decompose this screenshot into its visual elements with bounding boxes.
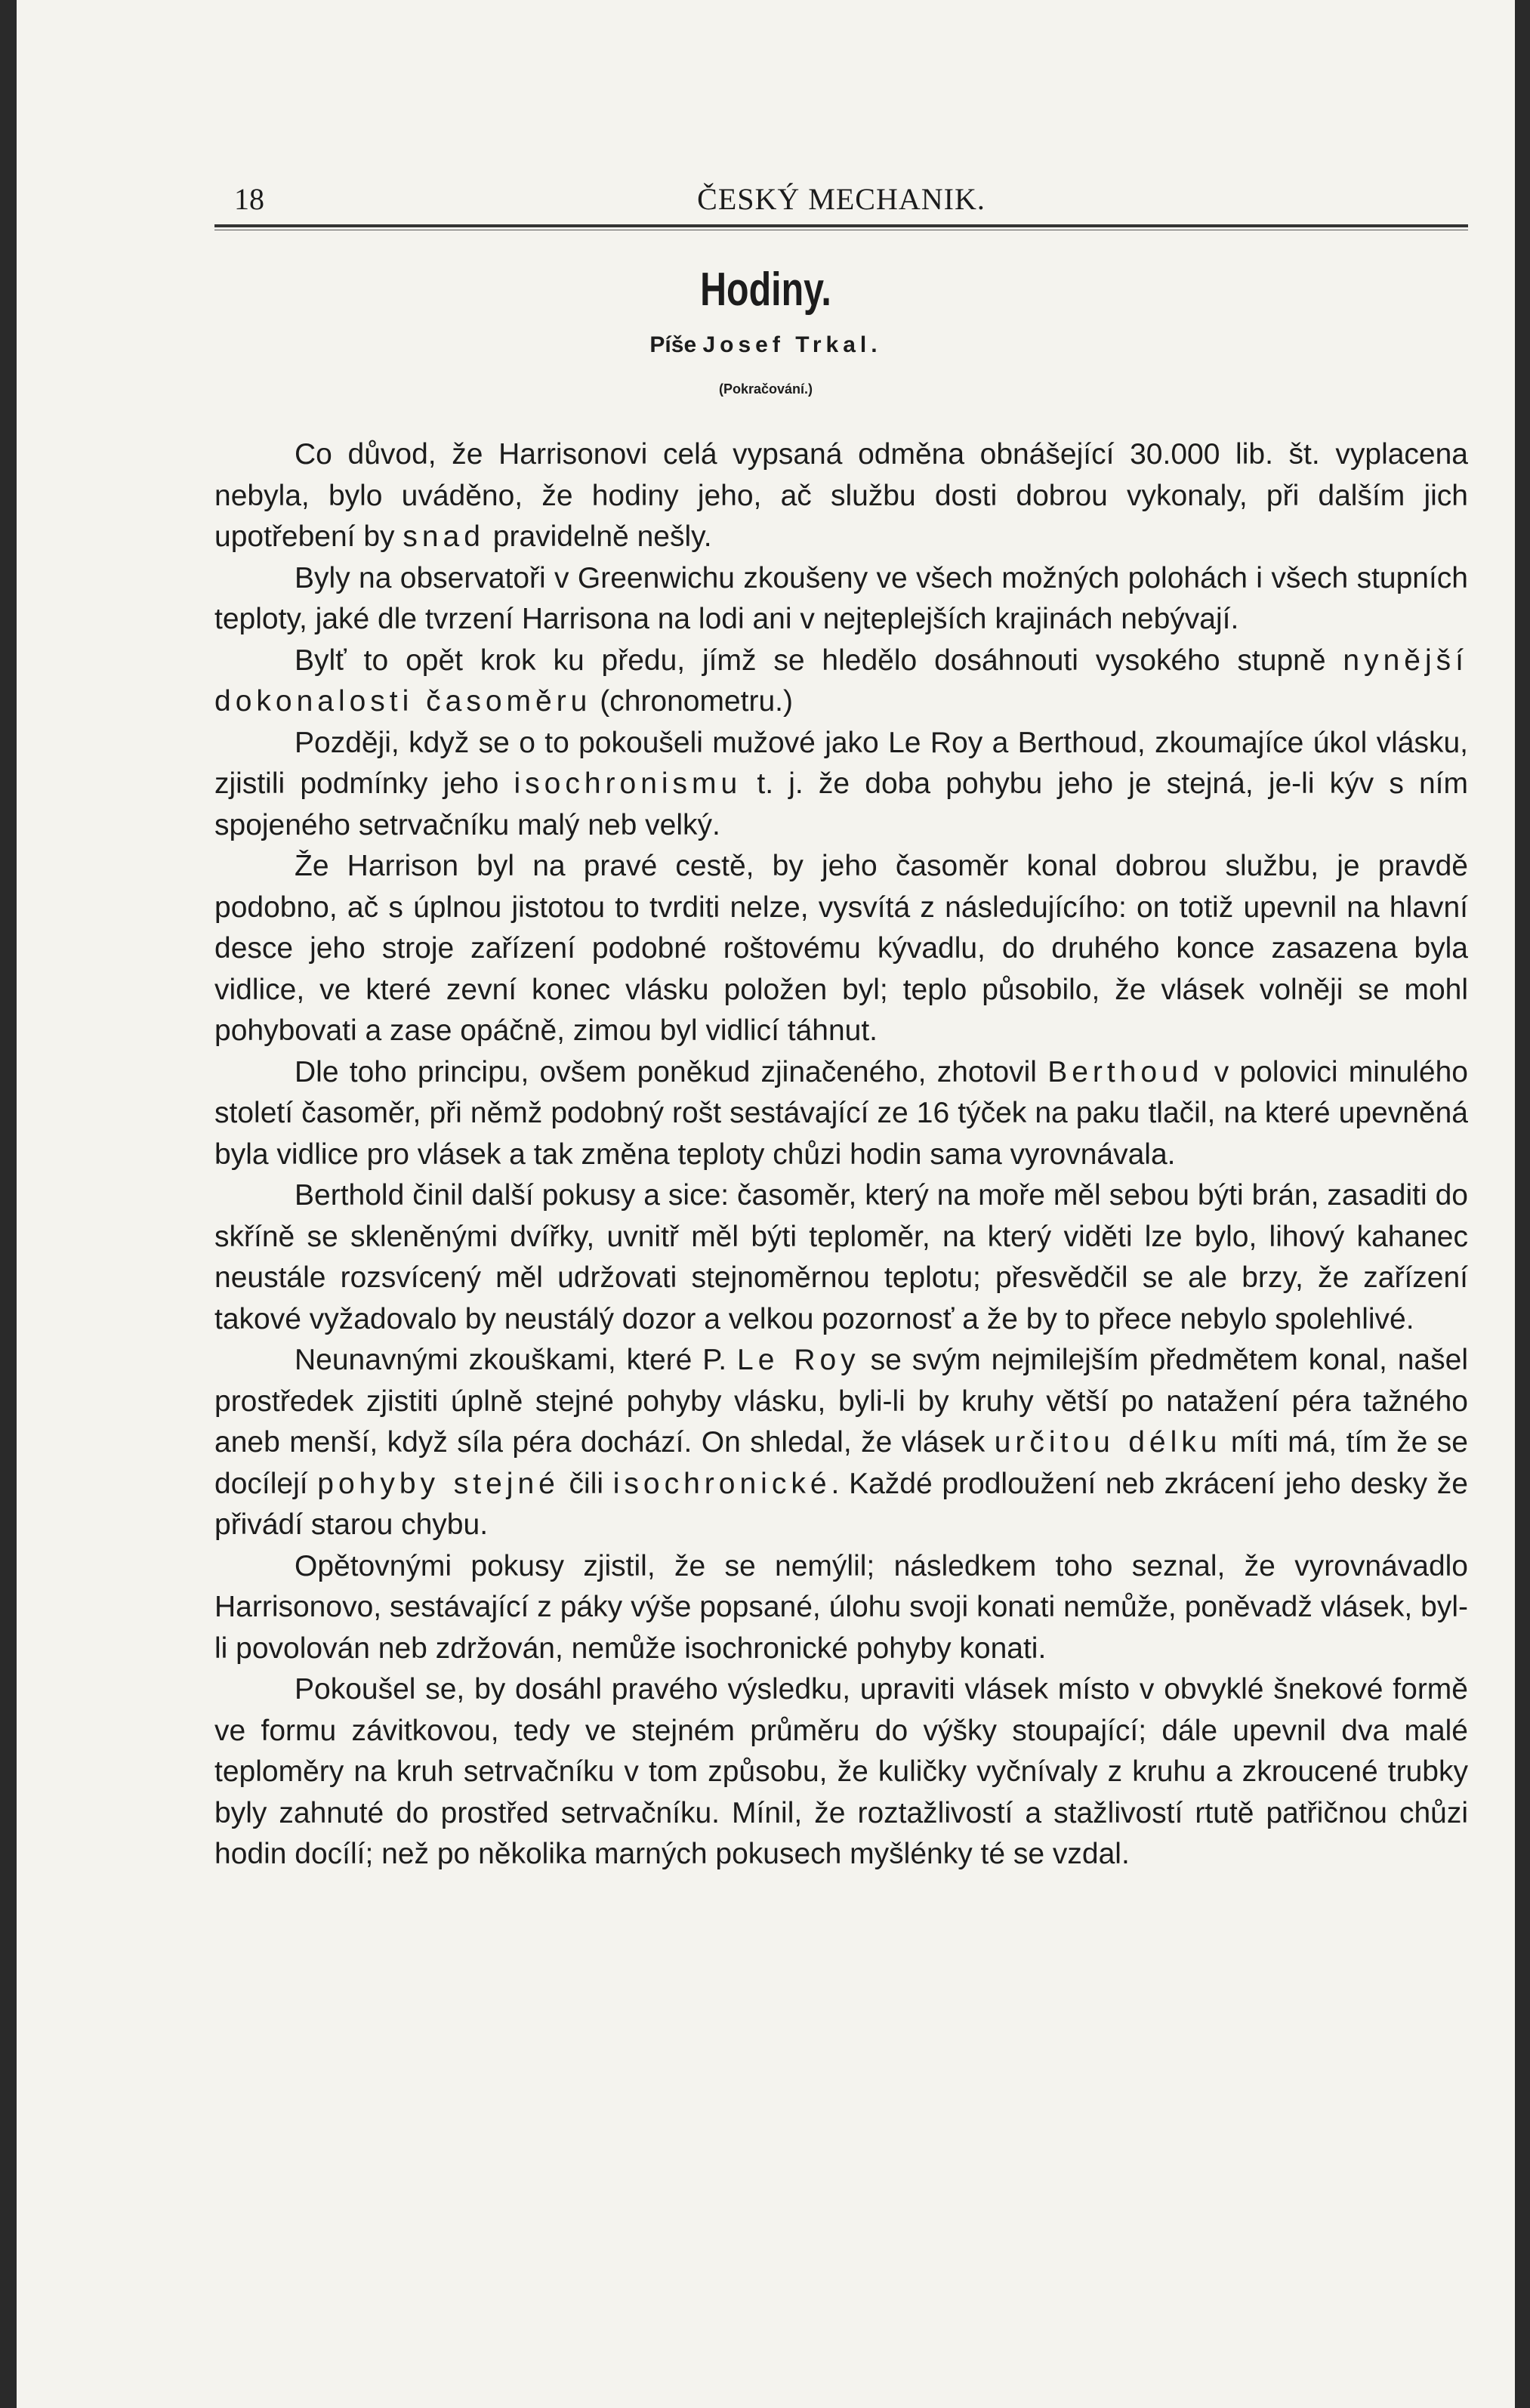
text-run: Později, když se o to pokoušeli mužové jako Le Roy a Berthoud, zkoumajíce úkol vlásku, zjistili podmínky jeho xyxy=(214,726,1468,800)
byline-prefix: Píše xyxy=(649,332,703,357)
paragraph xyxy=(214,558,1468,641)
spaced-emphasis: snad xyxy=(403,520,485,553)
text-run: Bylť to opět krok ku předu, jímž se hledělo dosáhnouti vysokého stupně xyxy=(295,644,1343,677)
text-run: se svým nejmilejším předmětem konal, našel prostředek zjistiti úplně stejné pohyby vlásku, byli-li by kruhy větší po natažení péra tažného aneb menší, když síla péra dochází. On shledal, že vlásek xyxy=(214,1344,1468,1459)
text-run: Berthold činil další pokusy a sice: časoměr, který na moře měl sebou býti brán, zasaditi do skříně se skleněnými dvířky, uvnitř měl býti teploměr, na který viděti lze bylo, lihový kahanec neustále rozsvícený měl udržovati stejnoměrnou teplotu; přesvědčil se ale brzy, že zařízení takové vyžadovalo by neustálý dozor a velkou pozornosť a že by to přece nebylo spolehlivé. xyxy=(214,1179,1468,1335)
author-name: Josef Trkal. xyxy=(702,332,882,357)
paragraph xyxy=(214,1175,1468,1340)
journal-title: ČESKÝ MECHANIK. xyxy=(697,182,986,216)
spaced-emphasis: nynější dokonalosti časoměru xyxy=(214,644,1468,718)
paragraph xyxy=(214,846,1468,1052)
text-run: míti má, tím že se docílejí xyxy=(214,1426,1468,1500)
paragraph xyxy=(214,641,1468,723)
spaced-emphasis: určitou délku xyxy=(994,1426,1222,1459)
spaced-emphasis: pohyby stejné xyxy=(317,1467,560,1500)
paragraph xyxy=(214,723,1468,847)
continuation-note: (Pokračování.) xyxy=(718,381,813,397)
text-run: Co důvod, že Harrisonovi celá vypsaná odměna obnášející 30.000 lib. št. vyplacena nebyla, bylo uváděno, že hodiny jeho, ač službu dosti dobrou vykonaly, při dalším jich upotřebení by xyxy=(214,438,1468,553)
header-rule xyxy=(214,224,1468,230)
byline xyxy=(17,332,1515,358)
text-run: . Každé prodloužení neb zkrácení jeho desky že přivádí starou chybu. xyxy=(214,1467,1468,1541)
spaced-emphasis: Le Roy xyxy=(737,1344,860,1376)
text-run: Že Harrison byl na pravé cestě, by jeho časoměr konal dobrou službu, je pravdě podobno, ač s úplnou jistotou to tvrditi nelze, vysvítá z následujícího: on totiž upevnil na hlavní desce jeho stroje zařízení podobné roštovému kývadlu, do druhého konce zasazena byla vidlice, ve které zevní konec vlásku položen byl; teplo působilo, že vlásek volněji se mohl pohybovati a zase opáčně, zimou byl vidlicí táhnut. xyxy=(214,850,1468,1047)
article-body xyxy=(214,434,1468,1875)
text-run: Neunavnými zkouškami, které P. xyxy=(295,1344,738,1376)
text-run: (chronometru.) xyxy=(591,685,793,718)
page-number: 18 xyxy=(234,182,264,216)
text-run: t. j. že doba pohybu jeho je stejná, je-li kýv s ním spojeného setrvačníku malý neb velký. xyxy=(214,767,1468,841)
text-run: čili xyxy=(559,1467,613,1500)
text-run: Pokoušel se, by dosáhl pravého výsledku, upraviti vlásek místo v obvyklé šnekové formě ve formu závitkovou, tedy ve stejném průměru do výšky stoupající; dále upevnil dva malé teploměry na kruh setrvačníku v tom způsobu, že kuličky vyčnívaly z kruhu a zkroucené trubky byly zahnuté do prostřed setrvačníku. Mínil, že roztažlivostí a stažlivostí rtutě patřičnou chůzi hodin docílí; než po několika marných pokusech myšlénky té se vzdal. xyxy=(214,1673,1468,1870)
spaced-emphasis: Berthoud xyxy=(1047,1055,1204,1088)
text-run: Dle toho principu, ovšem poněkud zjinačeného, zhotovil xyxy=(295,1055,1048,1088)
text-run: Opětovnými pokusy zjistil, že se nemýlil; následkem toho seznal, že vyrovnávadlo Harrisonovo, sestávající z páky výše popsané, úlohu svoji konati nemůže, poněvadž vlásek, byl-li povolován neb zdržován, nemůže isochronické pohyby konati. xyxy=(214,1549,1468,1665)
paragraph xyxy=(214,1052,1468,1176)
scanned-page xyxy=(17,0,1515,2408)
paragraph xyxy=(214,1669,1468,1875)
spaced-emphasis: isochronismu xyxy=(514,767,742,800)
text-run: pravidelně nešly. xyxy=(484,520,712,553)
paragraph xyxy=(214,1340,1468,1546)
paragraph xyxy=(214,434,1468,558)
spaced-emphasis: isochronické xyxy=(612,1467,831,1500)
article-title: Hodiny. xyxy=(700,264,831,316)
paragraph xyxy=(214,1546,1468,1670)
running-header xyxy=(214,181,1468,227)
text-run: v polovici minulého století časoměr, při němž podobný rošt sestávající ze 16 týček na paku tlačil, na které upevněná byla vidlice pro vlásek a tak změna teploty chůzi hodin sama vyrovnávala. xyxy=(214,1055,1469,1171)
text-run: Byly na observatoři v Greenwichu zkoušeny ve všech možných polohách i všech stupních teploty, jaké dle tvrzení Harrisona na lodi ani v nejteplejších krajinách nebývají. xyxy=(214,561,1468,635)
